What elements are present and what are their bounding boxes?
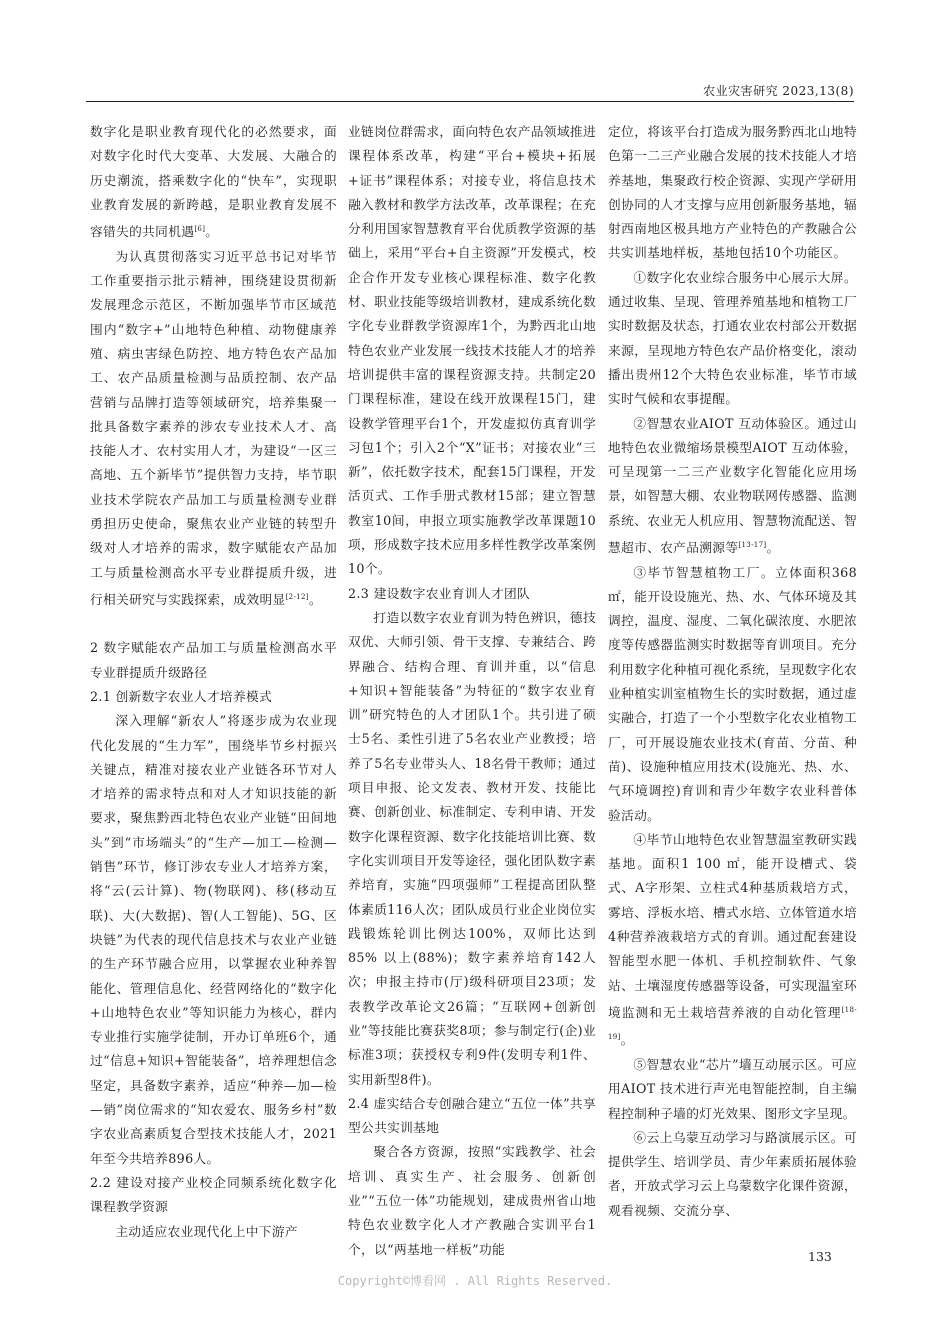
paragraph-2-4-start: 聚合各方资源，按照“实践教学、社会培训、真实生产、社会服务、创新创业”“五位一体”功能规划，建成贵州省山地特色农业数字化人才产教融合实训平台1个，以“两基地一样板”功能 [348,1144,596,1257]
citation-ref: [13-17] [738,541,767,550]
item-4-greenhouse [608,828,857,1053]
paragraph-text: 为认真贯彻落实习近平总书记对毕节工作重要指示批示精神，围绕建设贯彻新发展理念示范区，不断加强毕节市区域范围内“数字+”山地特色种植、动物健康养殖、病虫害绿色防控、地方特色农产品加工、农产品质量检测与品质控制、农产品营销与品牌打造等领域研究，培养集聚一批具备数字素养的涉农专业技术人才、高技能人才、农村实用人才，为建设“一区三高地、五个新毕节”提供智力支持，毕节职业技术学院农产品加工与质量检测专业群勇担历史使命，聚焦农业产业链的转型升级对人才培养的需求，数字赋能农产品加工与质量检测高水平专业群提质升级，进行相关研究与实践探索，成效明显 [90,248,337,608]
paragraph-text: 数字化是职业教育现代化的必然要求，面对数字化时代大变革、大发展、大融合的历史潮流，搭乘数字化的“快车”，实现职业教育发展的新跨越，是职业教育发展不容错失的共同机遇 [90,124,337,240]
punctuation: 。 [620,1032,634,1048]
item-1-service-center: ①数字化农业综合服务中心展示大屏。通过收集、呈现、管理养殖基地和植物工厂实时数据及状态，打通农业农村部公开数据来源，呈现地方特色农产品价格变化，滚动播出贵州12个大特色农业标准，毕节市域实时气候和农事提醒。 [608,269,857,407]
section-gap [90,612,337,636]
journal-citation: 农业灾害研究 2023,13(8) [703,84,854,98]
paragraph-2-2-start: 主动适应农业现代化上中下游产 [115,1223,298,1239]
running-header [86,82,854,98]
header-rule [86,101,854,102]
paragraph-background [90,245,337,613]
paragraph-2-2-cont: 业链岗位群需求，面向特色农产品领域推进课程体系改革，构建“平台+模块+拓展+证书”课程体系；对接专业，将信息技术融入教材和教学方法改革，改革课程；在充分利用国家智慧教育平台优质教学资源的基础上，采用“平台+自主资源”开发模式，校企合作开发专业核心课程标准、数字化教材、职业技能等级培训教材，建成系统化数字化专业群教学资源库1个，为黔西北山地特色农业产业发展一线技术技能人才的培养培训提供丰富的课程资源支持。共制定20门课程标准，建设在线开放课程15门，建设教学管理平台1个，开发虚拟仿真育训学习包1个；引入2个“X”证书；对接农业“三新”，依托数字技术，配套15门课程，开发活页式、工作手册式教材15部；建立智慧教室10间，申报立项实施教学改革课题10项，形成数字技术应用多样性教学改革案例10个。 [348,124,596,577]
item-3-plant-factory: ③毕节智慧植物工厂。立体面积368 ㎡，能开设设施光、热、水、气体环境及其调控，温度、湿度、二氧化碳浓度、水肥浓度等传感器监测实时数据等育训项目。充分利用数字化种植可视化系统，呈现数字化农业种植实训室植物生长的实时数据，通过虚实融合，打造了一个小型数字化农业植物工厂，可开展设施农业技术(育苗、分苗、种苗)、设施种植应用技术(设施光、热、水、气环境调控)育训和青少年数字农业科普体验活动。 [608,564,857,823]
item-2-aiot-area [608,412,857,561]
citation-ref: [2-12] [285,592,309,601]
citation-ref: [18-19] [608,1005,857,1042]
subsection-heading-2-4: 2.4 虚实结合专创融合建立“五位一体”共享型公共实训基地 [348,1095,596,1136]
paragraph-intro [90,120,337,245]
subsection-heading-2-3: 2.3 建设数字农业育训人才团队 [348,585,531,601]
column-left [90,120,337,1244]
column-right [608,120,857,1223]
section-heading-2: 2 数字赋能农产品加工与质量检测高水平专业群提质升级路径 [90,640,337,680]
punctuation: 。 [766,540,780,556]
page-number: 133 [808,1249,832,1264]
column-middle [348,120,596,1262]
item-5-chip-wall: ⑤智慧农业“芯片”墙互动展示区。可应用AIOT 技术进行声光电智能控制，自主编程控制种子墙的灯光效果、图形文字呈现。 [608,1056,857,1121]
subsection-heading-2-1: 2.1 创新数字农业人才培养模式 [90,689,273,704]
punctuation: 。 [308,592,322,608]
citation-ref: [6] [194,225,206,234]
paragraph-2-1: 深入理解“新农人”将逐步成为农业现代化发展的“生力军”，围绕毕节乡村振兴关键点，精准对接农业产业链各环节对人才培养的需求特点和对人才知识技能的新要求，聚焦黔西北特色农业产业链“田间地头”到“市场端头”的“生产—加工—检测—销售”环节，修订涉农专业人才培养方案，将“云(云计算)、物(物联网)、移(移动互联)、大(大数据)、智(人工智能)、5G、区块链”为代表的现代信息技术与农业产业链的生产环节融合应用，以掌握农业种养智能化、管理信息化、经营网络化的“数字化+山地特色农业”等知识能力为核心，群内专业推行实施学徒制，开办订单班6个，通过“信息+知识+智能装备”，培养理想信念坚定，具备数字素养，适应“种养—加—检—销”岗位需求的“知农爱农、服务乡村”数字农业高素质复合型技术技能人才，2021年至今共培养896人。 [90,713,337,1166]
subsection-heading-2-2: 2.2 建设对接产业校企同频系统化数字化课程教学资源 [90,1174,337,1215]
punctuation: 。 [205,224,219,240]
item-6-roadshow-area: ⑥云上乌蒙互动学习与路演展示区。可提供学生、培训学员、青少年素质拓展体验者，开放式学习云上乌蒙数字化课件资源，观看视频、交流分享、 [608,1129,857,1218]
paragraph-text: ②智慧农业AIOT 互动体验区。通过山地特色农业微缩场景模型AIOT 互动体验，可呈现第一二三产业数字化智能化应用场景，如智慧大棚、农业物联网传感器、监测系统、农业无人机应用、智慧物流配送、智慧超市、农产品溯源等 [608,415,857,556]
paragraph-text: ④毕节山地特色农业智慧温室教研实践基地。面积1 100 ㎡，能开设槽式、袋式、A字形架、立柱式4种基质栽培方式，雾培、浮板水培、槽式水培、立体管道水培4种营养液栽培方式的育训。通过配套建设智能型水肥一体机、手机控制软件、气象站、土壤湿度传感器等设备，可实现温室环境监测和无土栽培营养液的自动化管理 [608,831,857,1021]
paragraph-2-4-cont: 定位，将该平台打造成为服务黔西北山地特色第一二三产业融合发展的技术技能人才培养基地，集聚政行校企资源、实现产学研用创协同的人才支撑与应用创新服务基地，辐射西南地区极具地方产业特色的产教融合公共实训基地样板，基地包括10个功能区。 [608,124,857,261]
paragraph-2-3: 打造以数字农业育训为特色辨识，德技双优、大师引领、骨干支撑、专兼结合、跨界融合、结构合理、育训并重，以“信息+知识+智能装备”为特征的“数字农业育训”研究特色的人才团队1个。共引进了硕士5名、柔性引进了5名农业产业教授；培养了5名专业带头人、18名骨干教师；通过项目申报、论文发表、教材开发、技能比赛、创新创业、标准制定、专利申请、开发数字化课程资源、数字化技能培训比赛、数字化实训项目开发等途径，强化团队数字素养培育，实施“四项强师”工程提高团队整体素质116人次；团队成员行业企业岗位实践锻炼轮训比例达100%，双师比达到85% 以上(88%)；数字素养培育142人次；申报主持市(厅)级科研项目23项；发表教学改革论文26篇；“互联网+创新创业”等技能比赛获奖8项；参与制定行(企)业标准3项；获授权专利9件(发明专利1件、实用新型8件)。 [348,609,596,1087]
copyright-footer: Copyright©博看网 . All Rights Reserved. [337,1274,613,1288]
